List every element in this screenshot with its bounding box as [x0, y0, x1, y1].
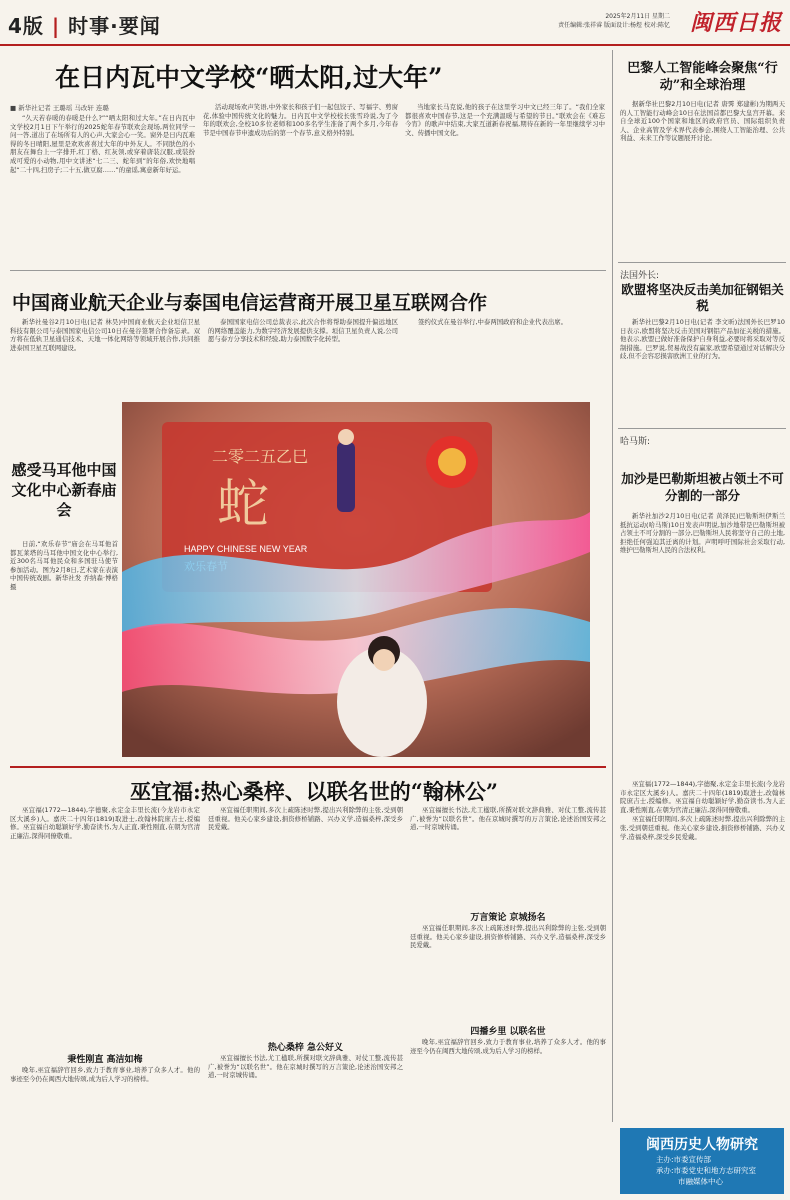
article1-byline: ■ 新华社记者 王璐瑶 马改轩 连璐 [10, 104, 109, 112]
page-header [0, 0, 790, 46]
sidebar1-title: 巴黎人工智能峰会聚焦“行动”和全球治理 [627, 61, 778, 93]
sidebar2-title: 欧盟将坚决反击美加征钢铝关税 [621, 282, 784, 313]
article2-column-1 [10, 318, 200, 394]
article3-paragraph: 巫宜福(1772—1844),字德聚,永定金丰里长流(今龙岩市永定区大溪乡)人。嘉庆二十四年(1819)取进士,改翰林院庶吉士,授编修。巫宜福自幼聪颖好学,勤奋读书,为人正直,秉性刚直,在朝为官清正廉洁,深得同僚敬重。 [620, 780, 785, 814]
backdrop-snake-char: 蛇 [217, 475, 270, 535]
article2-paragraph: 新华社曼谷2月10日电(记者 林昊)中国商业航天企业垣信卫星科技有限公司与泰国国家电信公司10日在曼谷签署合作备忘录。双方将在低轨卫星通信技术、天地一体化网络等领域开展合作,共同推进泰国卫星互联网建设。 [10, 318, 200, 352]
article1-column-3 [405, 103, 605, 264]
article1-column-1 [10, 114, 195, 264]
article3-column-3c [410, 1038, 606, 1194]
article3-paragraph: 晚年,巫宜福辞官回乡,致力于教育事业,培养了众多人才。他的事迹至今仍在闽西大地传颂,成为后人学习的榜样。 [10, 1066, 200, 1083]
sidebar3-title: 加沙是巴勒斯坦被占领土不可分割的一部分 [621, 471, 784, 503]
sidebar2-body [620, 318, 785, 423]
article1-paragraph: “久天若春暖的春暖是什么?”“晒太阳和过大年。”在日内瓦中文学校2月1日下午举行的2025蛇年春节联欢会现场,两位同学一问一答,道出了在场所有人的心声,大家会心一笑。窗外是日内瓦难得的冬日晴阳,屋里是欢欢喜喜过大年的中外友人。不同肤色的小朋友在舞台上一字排开,红丁格、红灰领,或穿着唐装汉服,或装扮成可爱的小动物,用中文讲述“七二三、蛇年到”的年俗,欢快地唱起“二十四,扫房子;二十五,做豆腐……”的童谣,寓意新年好运。 [10, 114, 195, 174]
article3-paragraph: 巫宜福擅长书法,尤工楹联,所撰对联文辞典雅、对仗工整,流传甚广,被誉为“以联名世”。他在京城时撰写的万言策论,论述治国安邦之道,一时京城传诵。 [208, 1054, 403, 1080]
sidebar-divider [618, 428, 786, 429]
dancer-face [373, 649, 395, 671]
article3-title: 巫宜福:热心桑梓、以联名世的“翰林公” [130, 779, 498, 804]
article3-paragraph: 晚年,巫宜福辞官回乡,致力于教育事业,培养了众多人才。他的事迹至今仍在闽西大地传颂,成为后人学习的榜样。 [410, 1038, 606, 1055]
festival-photo-illustration [122, 402, 590, 757]
sidebar2-paragraph: 新华社巴黎2月10日电(记者 李文昕)法国外长巴罗10日表示,欧盟将坚决反击美国对钢铝产品加征关税的措施。他表示,欧盟已做好准备保护自身利益,必要时将采取对等反制措施。巴罗说,贸易战没有赢家,欧盟希望通过对话解决分歧,但不会容忍损害欧洲工业的行为。 [620, 318, 785, 361]
article2-title: 中国商业航天企业与泰国电信运营商开展卫星互联网合作 [12, 292, 488, 314]
article3-column-3 [410, 806, 606, 906]
backdrop-year-text: 二零二五乙巳 [212, 447, 309, 466]
article3-column-1b [10, 1066, 200, 1194]
edition-label [8, 10, 161, 39]
article2-column-3 [406, 318, 606, 394]
banner-line-1: 主办:市委宣传部 [656, 1155, 712, 1164]
article3-paragraph: 巫宜福任职期间,多次上疏陈述时弊,提出兴利除弊的主张,受到朝廷重视。他关心家乡建设,捐资修桥铺路、兴办义学,造福桑梓,深受乡民爱戴。 [208, 806, 403, 832]
photo-story-title: 感受马耳他中国文化中心新春庙会 [11, 461, 117, 519]
feature-divider [10, 766, 606, 768]
article3-column-4 [620, 780, 785, 1120]
edition-separator: | [51, 14, 61, 38]
header-meta [558, 12, 670, 30]
banner-line-2: 承办:市委党史和地方志研究室 [656, 1166, 757, 1175]
photo-story-caption [10, 540, 118, 650]
photo-caption-text: 日前,“欢乐春节”庙会在马耳他首都瓦莱塔的马耳他中国文化中心举行,近300名马耳他民众和多国驻马使节参加活动。图为2月8日,艺术家在表演中国传统戏剧。新华社发 乔纳森·博格 摄 [10, 540, 118, 591]
sidebar1-paragraph: 据新华社巴黎2月10日电(记者 唐霁 郑建彬)为期两天的人工智能行动峰会10日在法国首都巴黎大皇宫开幕。来自全球近100个国家和地区的政府官员、国际组织负责人、企业高管及学术界代表参会,围绕人工智能治理、公共利益、未来工作等议题展开讨论。 [620, 100, 785, 143]
article3-column-3b [410, 924, 606, 1016]
article3-subhead-4: 四播乡里 以联名世 [470, 1027, 546, 1037]
article3-subhead-1: 秉性刚直 高洁如梅 [67, 1055, 143, 1065]
article1-paragraph: 当地家长马克说,他的孩子在这里学习中文已经三年了。“我们全家都很喜欢中国春节,这是一个充满温暖与希望的节日。”联欢会在《难忘今宵》的歌声中结束,大家互道新春祝福,期待在新的一年里继续学习中文、传播中国文化。 [405, 103, 605, 137]
article3-paragraph: 巫宜福擅长书法,尤工楹联,所撰对联文辞典雅、对仗工整,流传甚广,被誉为“以联名世”。他在京城时撰写的万言策论,论述治国安邦之道,一时京城传诵。 [410, 806, 606, 832]
article2-paragraph: 签约仪式在曼谷举行,中泰两国政府和企业代表出席。 [418, 318, 568, 326]
section-divider [10, 270, 606, 271]
edition-number: 4版 [8, 14, 44, 38]
sidebar-divider [618, 262, 786, 263]
article1-paragraph: 活动现场欢声笑语,中外家长和孩子们一起包饺子、写福字、剪窗花,体验中国传统文化的魅力。日内瓦中文学校校长张雪玲说,为了今年的联欢会,全校10多位老师和100多名学生准备了两个多月,今年春节是中国春节申遗成功后的第一个春节,意义格外特别。 [203, 103, 398, 137]
sidebar1-body [620, 100, 785, 260]
article2-paragraph: 泰国国家电信公司总裁表示,此次合作将帮助泰国提升偏远地区的网络覆盖能力,为数字经济发展提供支撑。垣信卫星负责人说,公司愿与泰方分享技术和经验,助力泰国数字化转型。 [208, 318, 398, 344]
article3-paragraph: 巫宜福(1772—1844),字德聚,永定金丰里长流(今龙岩市永定区大溪乡)人。嘉庆二十四年(1819)取进士,改翰林院庶吉士,授编修。巫宜福自幼聪颖好学,勤奋读书,为人正直,秉性刚直,在朝为官清正廉洁,深得同僚敬重。 [10, 806, 200, 840]
sidebar3-body [620, 512, 785, 662]
section-name: 时事·要闻 [68, 14, 161, 38]
festival-photo [122, 402, 590, 757]
column-banner [620, 1128, 784, 1194]
puppet-body [337, 442, 355, 512]
banner-title: 闽西历史人物研究 [646, 1137, 758, 1153]
article3-subhead-3: 万言策论 京城扬名 [470, 913, 546, 923]
newspaper-logo: 闽西日报 [689, 10, 782, 36]
article2-column-2 [208, 318, 398, 394]
article3-subhead-2: 热心桑梓 急公好义 [267, 1043, 344, 1053]
article3-paragraph: 巫宜福任职期间,多次上疏陈述时弊,提出兴利除弊的主张,受到朝廷重视。他关心家乡建设,捐资修桥铺路、兴办义学,造福桑梓,深受乡民爱戴。 [410, 924, 606, 950]
backdrop-banner-text: HAPPY CHINESE NEW YEAR [184, 544, 308, 554]
lantern-center [438, 448, 466, 476]
article3-column-1 [10, 806, 200, 1046]
article1-byline-text: 新华社记者 王璐瑶 马改轩 连璐 [18, 104, 109, 112]
issue-date: 2025年2月11日 星期二 [605, 13, 670, 20]
banner-line-3: 市融媒体中心 [678, 1177, 723, 1186]
puppet-head [338, 429, 354, 445]
article3-column-2 [208, 806, 403, 1036]
sidebar2-kicker: 法国外长: [620, 271, 660, 281]
sidebar3-kicker: 哈马斯: [620, 437, 651, 447]
sidebar3-paragraph: 新华社加沙2月10日电(记者 黄泽民)巴勒斯坦伊斯兰抵抗运动(哈马斯)10日发表声明说,加沙地带是巴勒斯坦被占领土不可分割的一部分,巴勒斯坦人民将坚守自己的土地,拒绝任何强迫其迁离的计划。声明呼吁国际社会采取行动,维护巴勒斯坦人民的合法权利。 [620, 512, 785, 555]
article1-column-2 [203, 103, 398, 264]
article1-title: 在日内瓦中文学校“晒太阳,过大年” [55, 63, 443, 92]
article3-column-2b [208, 1054, 403, 1194]
column-divider [612, 50, 613, 1122]
article3-paragraph: 巫宜福任职期间,多次上疏陈述时弊,提出兴利除弊的主张,受到朝廷重视。他关心家乡建设,捐资修桥铺路、兴办义学,造福桑梓,深受乡民爱戴。 [620, 815, 785, 841]
editor-credits: 责任编辑:张祥睿 版面设计:杨煜 校对:陈忆 [558, 22, 670, 29]
